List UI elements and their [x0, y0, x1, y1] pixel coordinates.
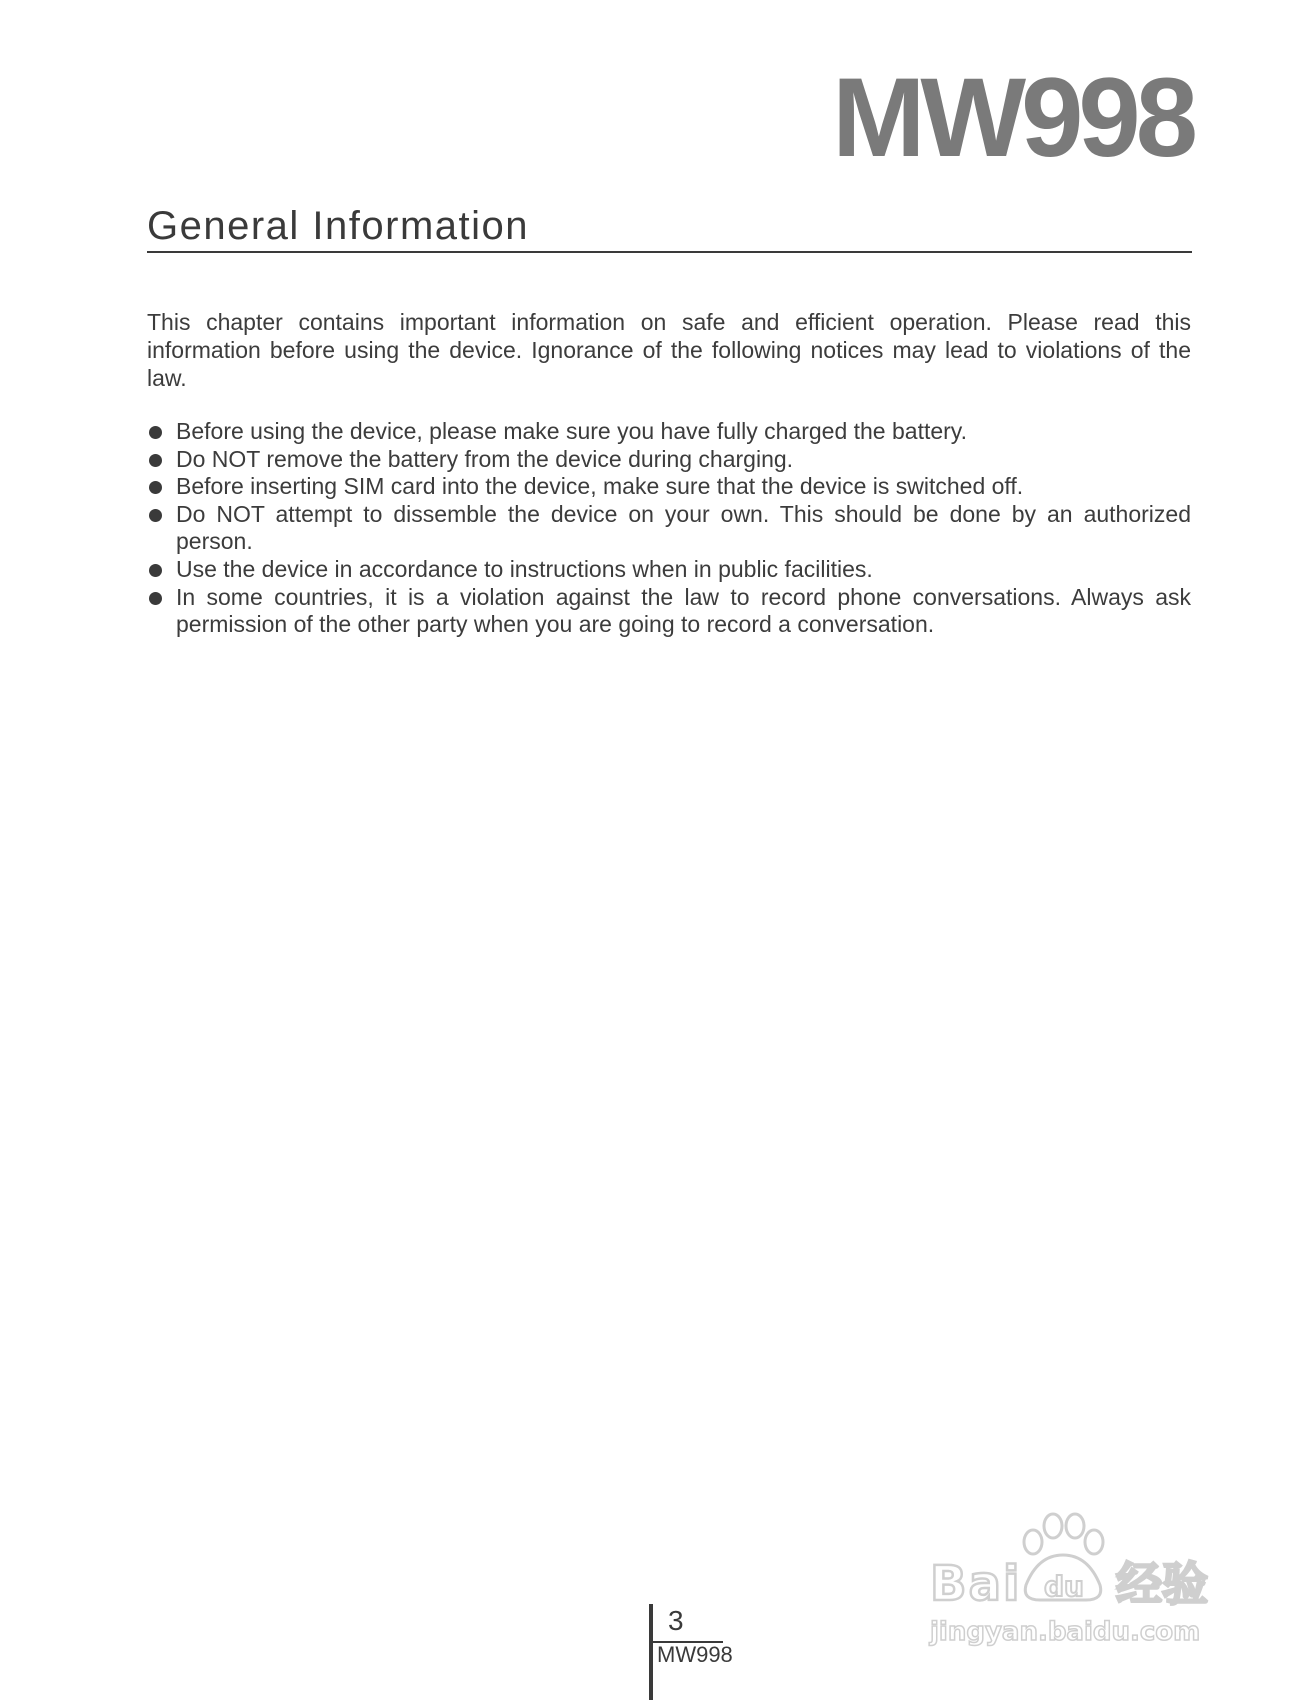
bullet-icon — [149, 509, 162, 522]
bullet-icon — [149, 564, 162, 577]
safety-notice-list — [147, 418, 1191, 639]
bullet-icon — [149, 481, 162, 494]
list-item — [147, 418, 1191, 446]
bullet-icon — [149, 454, 162, 467]
footer-model: MW998 — [657, 1642, 733, 1667]
list-item — [147, 473, 1191, 501]
svg-text:Bai: Bai — [930, 1556, 1022, 1612]
list-item-text: Before inserting SIM card into the device, make sure that the device is switched off. — [176, 473, 1024, 500]
list-item-text: Before using the device, please make sure you have fully charged the battery. — [176, 418, 967, 444]
bullet-icon — [149, 426, 162, 439]
bullet-icon — [149, 592, 162, 605]
list-item-text: Use the device in accordance to instructions when in public facilities. — [176, 555, 873, 582]
list-item-text: In some countries, it is a violation against the law to record phone conversations. Always ask permission of the other party when you are going to record a conversation. — [176, 583, 1191, 638]
section-title: General Information — [147, 204, 530, 248]
title-underline — [147, 251, 1192, 253]
list-item — [147, 501, 1191, 556]
list-item — [147, 584, 1191, 639]
svg-text:经验: 经验 — [1116, 1557, 1208, 1611]
svg-text:du: du — [1044, 1570, 1084, 1603]
list-item — [147, 556, 1191, 584]
list-item-text: Do NOT remove the battery from the device during charging. — [176, 445, 794, 472]
model-title: MW998 — [832, 55, 1193, 180]
page-number: 3 — [668, 1605, 684, 1636]
baidu-jingyan-watermark-icon — [926, 1500, 1226, 1650]
intro-paragraph: This chapter contains important information on safe and efficient operation. Please read this information before using the device. Ignorance of the following notices may lead to violations of the law. — [147, 309, 1191, 391]
list-item-text: Do NOT attempt to dissemble the device on your own. This should be done by an authorized person. — [176, 500, 1191, 555]
footer-bar — [649, 1604, 653, 1700]
list-item — [147, 446, 1191, 474]
svg-text:jingyan.baidu.com: jingyan.baidu.com — [930, 1617, 1201, 1647]
